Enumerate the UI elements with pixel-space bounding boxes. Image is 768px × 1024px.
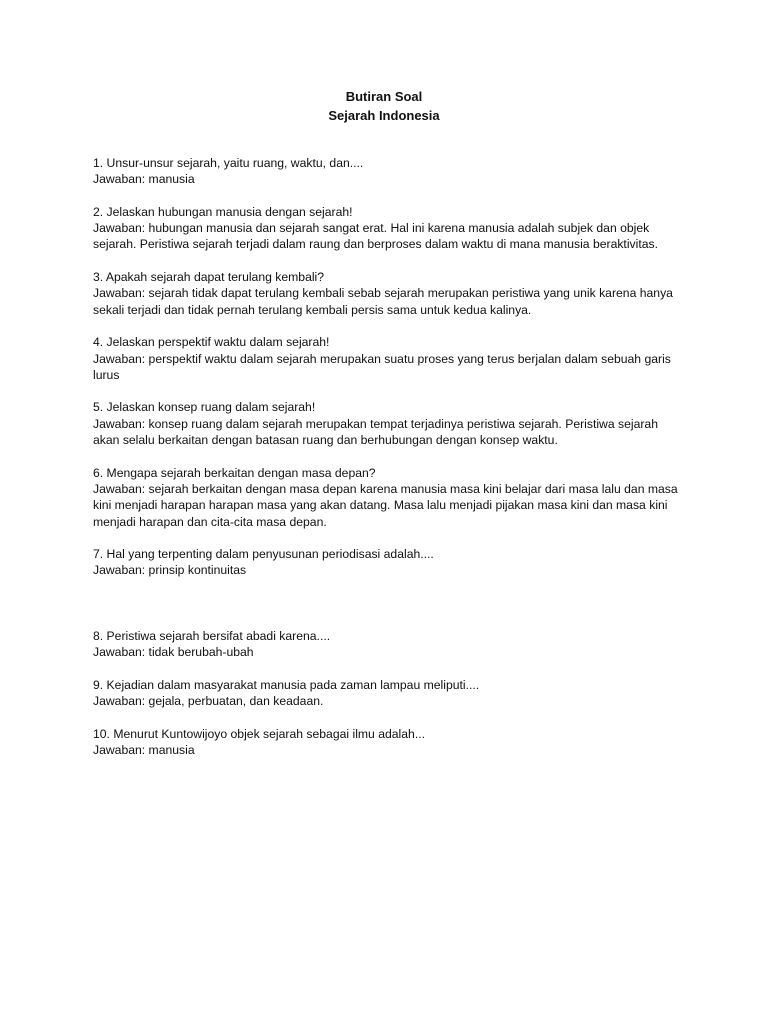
question-item-1 — [93, 155, 683, 188]
question-item-4 — [93, 334, 683, 383]
question-item-9 — [93, 677, 683, 710]
answer-text: Jawaban: hubungan manusia dan sejarah sangat erat. Hal ini karena manusia adalah subjek dan objek sejarah. Peristiwa sejarah terjadi dalam raung dan berproses dalam waktu di mana manusia beraktivitas. — [93, 221, 658, 252]
question-text: 3. Apakah sejarah dapat terulang kembali? — [93, 270, 325, 285]
question-text: 5. Jelaskan konsep ruang dalam sejarah! — [93, 400, 316, 415]
answer-text: Jawaban: perspektif waktu dalam sejarah merupakan suatu proses yang terus berjalan dalam sebuah garis lurus — [93, 351, 671, 382]
answer-text: Jawaban: sejarah berkaitan dengan masa depan karena manusia masa kini belajar dari masa lalu dan masa kini menjadi harapan harapan masa yang akan datang. Masa lalu menjadi pijakan masa kini dan masa kini menjadi harapan dan cita-cita masa depan. — [93, 481, 678, 529]
question-text: 6. Mengapa sejarah berkaitan dengan masa depan? — [93, 465, 376, 480]
answer-text: Jawaban: gejala, perbuatan, dan keadaan. — [93, 693, 324, 708]
question-item-3 — [93, 269, 683, 318]
question-text: 8. Peristiwa sejarah bersifat abadi karena.... — [93, 628, 331, 643]
question-text: 10. Menurut Kuntowijoyo objek sejarah sebagai ilmu adalah... — [93, 726, 425, 741]
question-item-2 — [93, 204, 683, 253]
question-text: 9. Kejadian dalam masyarakat manusia pada zaman lampau meliputi.... — [93, 677, 480, 692]
question-text: 7. Hal yang terpenting dalam penyusunan periodisasi adalah.... — [93, 547, 434, 562]
question-item-10 — [93, 726, 683, 759]
question-text: 2. Jelaskan hubungan manusia dengan sejarah! — [93, 204, 353, 219]
question-text: 4. Jelaskan perspektif waktu dalam sejarah! — [93, 335, 330, 350]
answer-text: Jawaban: manusia — [93, 742, 195, 757]
question-item-8 — [93, 628, 683, 661]
question-list — [93, 155, 683, 774]
question-text: 1. Unsur-unsur sejarah, yaitu ruang, waktu, dan.... — [93, 156, 364, 170]
answer-text: Jawaban: manusia — [93, 172, 195, 187]
document-subtitle: Sejarah Indonesia — [328, 108, 440, 123]
question-item-5 — [93, 399, 683, 448]
question-item-6 — [93, 465, 683, 530]
answer-text: Jawaban: konsep ruang dalam sejarah merupakan tempat terjadinya peristiwa sejarah. Peristiwa sejarah akan selalu berkaitan dengan batasan ruang dan berhubungan dengan konsep waktu. — [93, 416, 658, 448]
question-item-7 — [93, 546, 683, 579]
answer-text: Jawaban: tidak berubah-ubah — [93, 645, 254, 660]
answer-text: Jawaban: sejarah tidak dapat terulang kembali sebab sejarah merupakan peristiwa yang unik karena hanya sekali terjadi dan tidak pernah terulang kembali persis sama untuk kedua kalinya. — [93, 286, 673, 317]
title-block — [0, 87, 768, 125]
document-title: Butiran Soal — [345, 89, 423, 104]
answer-text: Jawaban: prinsip kontinuitas — [93, 563, 247, 578]
